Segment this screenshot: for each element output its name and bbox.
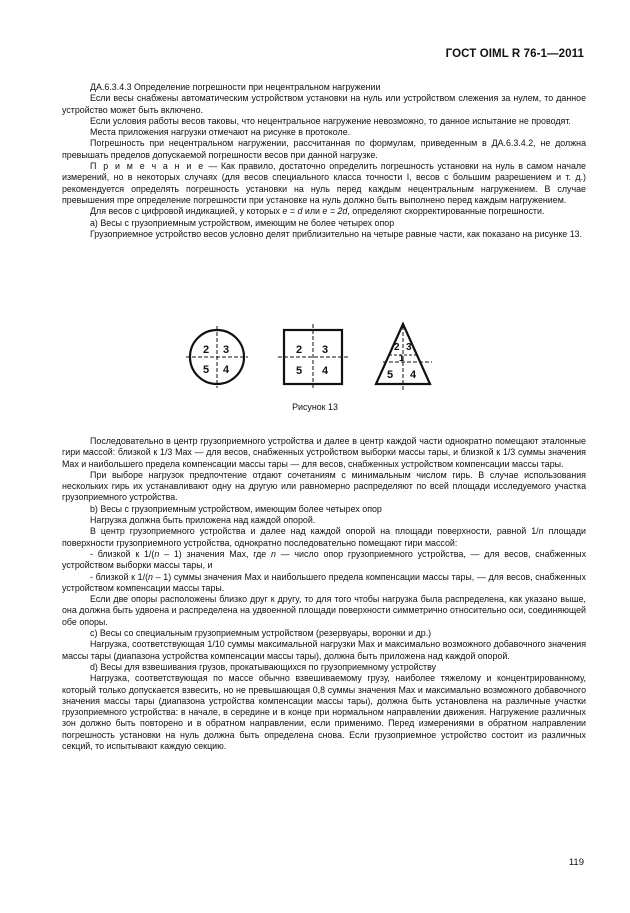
paragraph: Нагрузка, соответствующая 1/10 суммы максимальной нагрузки Max и максимально возможного добавочного значения массы тары (диапазона устройства компенсации массы тары), должна быть приложена над каждой опорой. xyxy=(62,639,586,661)
paragraph: Если весы снабжены автоматическим устройством установки на нуль или устройством слежения за нулем, то данное устройство может быть включено. xyxy=(62,93,586,115)
standard-header: ГОСТ OIML R 76-1—2011 xyxy=(445,48,584,60)
page-number: 119 xyxy=(568,857,584,868)
zone-label: 5 xyxy=(203,364,210,376)
paragraph: Грузоприемное устройство весов условно делят приблизительно на четыре равные части, как показано на рисунке 13. xyxy=(90,228,583,239)
paragraph: Нагрузка, соответствующая по массе обычно взвешиваемому грузу, наиболее тяжелому и концентрированному, который только допускается взвесить, но не превышающая 0,8 суммы значения Max и максимально возможного добавочного значения массы тары (диапазона устройства компенсации массы тары), должна быть установлена на различные участки грузоприемного устройства: в начале, в середине и в конце при нормальном направлении движения. Нагружение различных зон должно быть повторено и в обратном направлении, если применимо. Перед измерениями в обратном направлении погрешность установки на нуль должна быть определена снова. Если грузоприемное устройство состоит из различных секций, то испытывают каждую секцию. xyxy=(62,673,586,752)
figure-caption: Рисунок 13 xyxy=(292,402,338,412)
paragraph: Нагрузка должна быть приложена над каждой опорой. xyxy=(90,515,316,526)
formula: n xyxy=(148,571,153,582)
note-label: П р и м е ч а н и е xyxy=(90,161,205,172)
text-run: площади поверхности грузоприемного устройства, однократно последовательно помещают гири массой: xyxy=(62,526,586,548)
text-run: Для весов с цифровой индикацией, у которых xyxy=(90,206,283,217)
paragraph: Если две опоры расположены близко друг к другу, то для того чтобы нагрузка была распределена, как указано выше, она должна быть удвоена и распределена на удвоенной площади поверхности симметрично относительно оси, соединяющей обе опоры. xyxy=(62,594,586,627)
zone-label: 3 xyxy=(223,344,230,356)
zone-label: 5 xyxy=(296,365,303,377)
formula: n xyxy=(154,548,160,559)
zone-label: 5 xyxy=(387,369,394,381)
zone-label: 4 xyxy=(410,369,417,381)
zone-label: 1 xyxy=(399,353,405,363)
text-run: или xyxy=(302,206,323,217)
list-heading: c) Весы со специальным грузоприемным устройством (резервуары, воронки и др.) xyxy=(90,628,432,639)
load-zones-diagram xyxy=(180,322,450,392)
text-run: – 1) значения Max, где xyxy=(159,548,272,559)
paragraph xyxy=(62,206,586,217)
list-item xyxy=(62,572,586,595)
formula: n xyxy=(271,548,276,559)
list-heading: d) Весы для взвешивания грузов, прокатывающихся по грузоприемному устройству xyxy=(90,661,437,672)
text-run: В центр грузоприемного устройства и далее над каждой опорой на площади поверхности, равной 1/ xyxy=(90,526,539,537)
top-text-block xyxy=(62,82,586,240)
formula: n xyxy=(538,526,544,537)
paragraph: Места приложения нагрузки отмечают на рисунке в протоколе. xyxy=(90,127,351,138)
text-run: — число опор грузоприемного устройства, — для весов, снабженных устройством выборки массы тары, и xyxy=(62,548,587,571)
text-run: , определяют скорректированные погрешности. xyxy=(347,206,545,217)
zone-label: 4 xyxy=(322,365,329,377)
list-item xyxy=(62,549,586,572)
section-heading: ДА.6.3.4.3 Определение погрешности при нецентральном нагружении xyxy=(90,82,381,92)
paragraph: Последовательно в центр грузоприемного устройства и далее в центр каждой части однократно помещают эталонные гири массой: близкой к 1/3 Max — для весов, снабженных устройством выборки массы тары, и близкой к 1/3 суммы значения Max и наибольшего предела компенсации массы тары — для весов, снабженных устройством компенсации массы тары. xyxy=(62,436,586,469)
bottom-text-block xyxy=(62,436,586,752)
paragraph: При выборе нагрузок предпочтение отдают сочетаниям с минимальным числом гирь. В случае использования нескольких гирь их устанавливают одну на другую или равномерно распределяют по всей площади исследуемого участка грузоприемного устройства. xyxy=(62,469,586,503)
formula: e = 2d xyxy=(322,206,348,217)
zone-label: 4 xyxy=(223,364,230,376)
paragraph: Погрешность при нецентральном нагружении, рассчитанная по формулам, приведенным в ДА.6.3.4.2, не должна превышать пределов допускаемой погрешности весов при данной нагрузке. xyxy=(62,138,586,160)
text-run: - близкой к 1/( xyxy=(90,571,149,582)
zone-label: 2 xyxy=(296,344,303,356)
zone-label: 2 xyxy=(394,342,400,353)
figure-13 xyxy=(180,322,450,392)
list-heading: b) Весы с грузоприемным устройством, имеющим более четырех опор xyxy=(90,503,382,514)
zone-label: 2 xyxy=(203,344,210,356)
paragraph: Если условия работы весов таковы, что нецентральное нагружение невозможно, то данное испытание не проводят. xyxy=(90,115,571,126)
text-run: - близкой к 1/( xyxy=(90,548,155,559)
paragraph xyxy=(62,526,586,549)
text-run: – 1) суммы значения Max и наибольшего предела компенсации массы тары, — для весов, снабженных устройством компенсации массы тары. xyxy=(62,571,587,593)
zone-label: 3 xyxy=(322,344,329,356)
zone-label: 3 xyxy=(406,342,412,353)
list-heading: а) Весы с грузоприемным устройством, имеющим не более четырех опор xyxy=(90,217,395,228)
formula: e = d xyxy=(282,206,303,217)
note-paragraph xyxy=(62,161,586,206)
note-text: — Как правило, достаточно определить погрешность установки на нуль в самом начале измерений, но в некоторых случаях (для весов специального класса точности I, весов с большим разрешением и т. д.) рекомендуется определять погрешность установки на нуль перед каждым нецентральным нагружением. В случае превышения mpe определение погрешности при установке на нуль должно быть выполнено перед каждым нагружением. xyxy=(62,161,586,205)
